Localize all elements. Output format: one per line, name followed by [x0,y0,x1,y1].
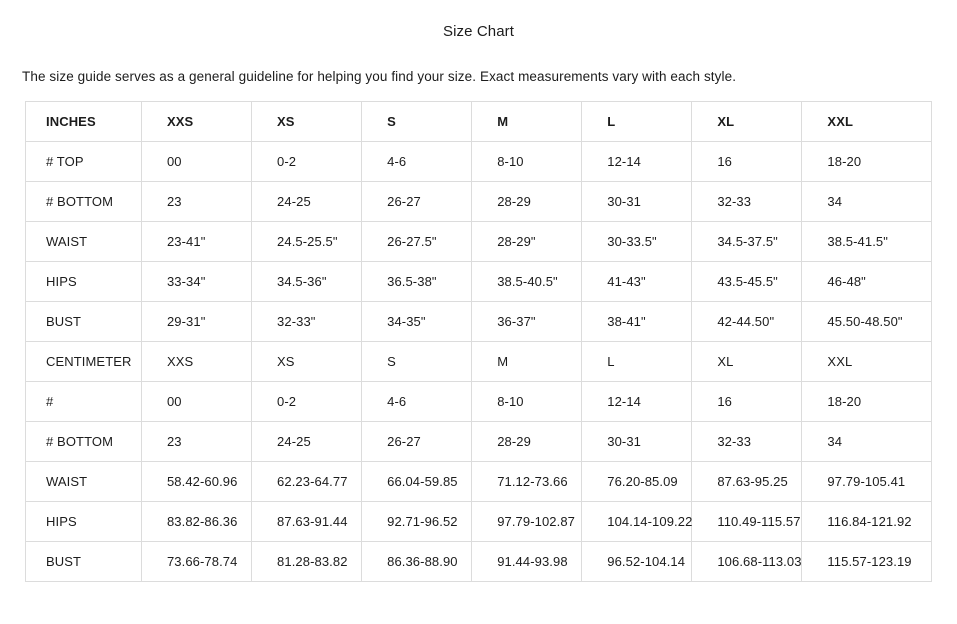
size-column-header: S [362,102,472,142]
measurement-label: # [26,382,142,422]
measurement-value: 87.63-91.44 [252,502,362,542]
measurement-value: 0-2 [252,382,362,422]
measurement-value: 73.66-78.74 [141,542,251,582]
measurement-value: 28-29" [472,222,582,262]
measurement-value: 81.28-83.82 [252,542,362,582]
measurement-value: 97.79-105.41 [802,462,932,502]
measurement-row [26,302,932,342]
size-column-header: XL [692,102,802,142]
measurement-label: HIPS [26,262,142,302]
measurement-value: 8-10 [472,382,582,422]
measurement-value: 4-6 [362,382,472,422]
measurement-label: BUST [26,302,142,342]
size-column-header: XXL [802,342,932,382]
measurement-value: 0-2 [252,142,362,182]
measurement-row [26,262,932,302]
measurement-value: 34.5-37.5" [692,222,802,262]
measurement-value: 42-44.50" [692,302,802,342]
measurement-value: 24.5-25.5" [252,222,362,262]
measurement-value: 24-25 [252,422,362,462]
size-guide-description: The size guide serves as a general guideline for helping you find your size. Exact measurements vary with each style. [22,69,737,84]
measurement-value: 00 [141,142,251,182]
measurement-value: 86.36-88.90 [362,542,472,582]
measurement-label: # BOTTOM [26,182,142,222]
measurement-value: 76.20-85.09 [582,462,692,502]
measurement-value: 29-31" [141,302,251,342]
measurement-value: 33-34" [141,262,251,302]
measurement-value: 4-6 [362,142,472,182]
page-title: Size Chart [442,23,515,40]
measurement-row [26,382,932,422]
measurement-value: 41-43" [582,262,692,302]
measurement-value: 26-27 [362,182,472,222]
measurement-value: 104.14-109.22 [582,502,692,542]
measurement-value: 34 [802,422,932,462]
measurement-label: HIPS [26,502,142,542]
measurement-value: 23-41" [141,222,251,262]
measurement-value: 26-27.5" [362,222,472,262]
size-column-header: L [582,102,692,142]
measurement-value: 8-10 [472,142,582,182]
measurement-value: 36.5-38" [362,262,472,302]
measurement-value: 12-14 [582,142,692,182]
measurement-label: BUST [26,542,142,582]
measurement-value: 62.23-64.77 [252,462,362,502]
measurement-value: 97.79-102.87 [472,502,582,542]
measurement-value: 45.50-48.50" [802,302,932,342]
measurement-value: 36-37" [472,302,582,342]
unit-label: CENTIMETER [26,342,142,382]
size-chart-body [26,102,932,582]
size-column-header: XXL [802,102,932,142]
measurement-value: 92.71-96.52 [362,502,472,542]
measurement-row [26,142,932,182]
measurement-value: 34.5-36" [252,262,362,302]
measurement-value: 46-48" [802,262,932,302]
measurement-value: 32-33 [692,422,802,462]
measurement-value: 83.82-86.36 [141,502,251,542]
measurement-value: 24-25 [252,182,362,222]
measurement-value: 12-14 [582,382,692,422]
measurement-value: 18-20 [802,382,932,422]
measurement-row [26,462,932,502]
measurement-value: 18-20 [802,142,932,182]
measurement-value: 87.63-95.25 [692,462,802,502]
measurement-value: 00 [141,382,251,422]
measurement-label: # TOP [26,142,142,182]
measurement-value: 28-29 [472,182,582,222]
size-column-header: XS [252,102,362,142]
measurement-row [26,182,932,222]
measurement-value: 32-33 [692,182,802,222]
size-column-header: S [362,342,472,382]
measurement-value: 38.5-41.5" [802,222,932,262]
measurement-value: 66.04-59.85 [362,462,472,502]
size-column-header: XXS [141,342,251,382]
section-header-row-centimeter [26,342,932,382]
measurement-value: 32-33" [252,302,362,342]
measurement-value: 106.68-113.03 [692,542,802,582]
measurement-value: 16 [692,142,802,182]
measurement-value: 28-29 [472,422,582,462]
measurement-value: 91.44-93.98 [472,542,582,582]
measurement-value: 115.57-123.19 [802,542,932,582]
measurement-value: 30-31 [582,422,692,462]
measurement-label: # BOTTOM [26,422,142,462]
measurement-value: 58.42-60.96 [141,462,251,502]
measurement-label: WAIST [26,222,142,262]
measurement-value: 110.49-115.57 [692,502,802,542]
measurement-value: 38-41" [582,302,692,342]
measurement-row [26,222,932,262]
measurement-value: 34-35" [362,302,472,342]
size-column-header: XL [692,342,802,382]
measurement-row [26,542,932,582]
measurement-row [26,502,932,542]
measurement-value: 71.12-73.66 [472,462,582,502]
measurement-value: 116.84-121.92 [802,502,932,542]
size-column-header: XS [252,342,362,382]
size-column-header: M [472,102,582,142]
measurement-value: 38.5-40.5" [472,262,582,302]
measurement-value: 16 [692,382,802,422]
measurement-value: 26-27 [362,422,472,462]
measurement-value: 30-31 [582,182,692,222]
size-chart-table [25,101,932,582]
measurement-row [26,422,932,462]
size-column-header: L [582,342,692,382]
measurement-value: 30-33.5" [582,222,692,262]
unit-label: INCHES [26,102,142,142]
measurement-value: 96.52-104.14 [582,542,692,582]
measurement-value: 34 [802,182,932,222]
measurement-value: 43.5-45.5" [692,262,802,302]
measurement-value: 23 [141,182,251,222]
size-column-header: XXS [141,102,251,142]
section-header-row-inches [26,102,932,142]
measurement-label: WAIST [26,462,142,502]
size-column-header: M [472,342,582,382]
measurement-value: 23 [141,422,251,462]
